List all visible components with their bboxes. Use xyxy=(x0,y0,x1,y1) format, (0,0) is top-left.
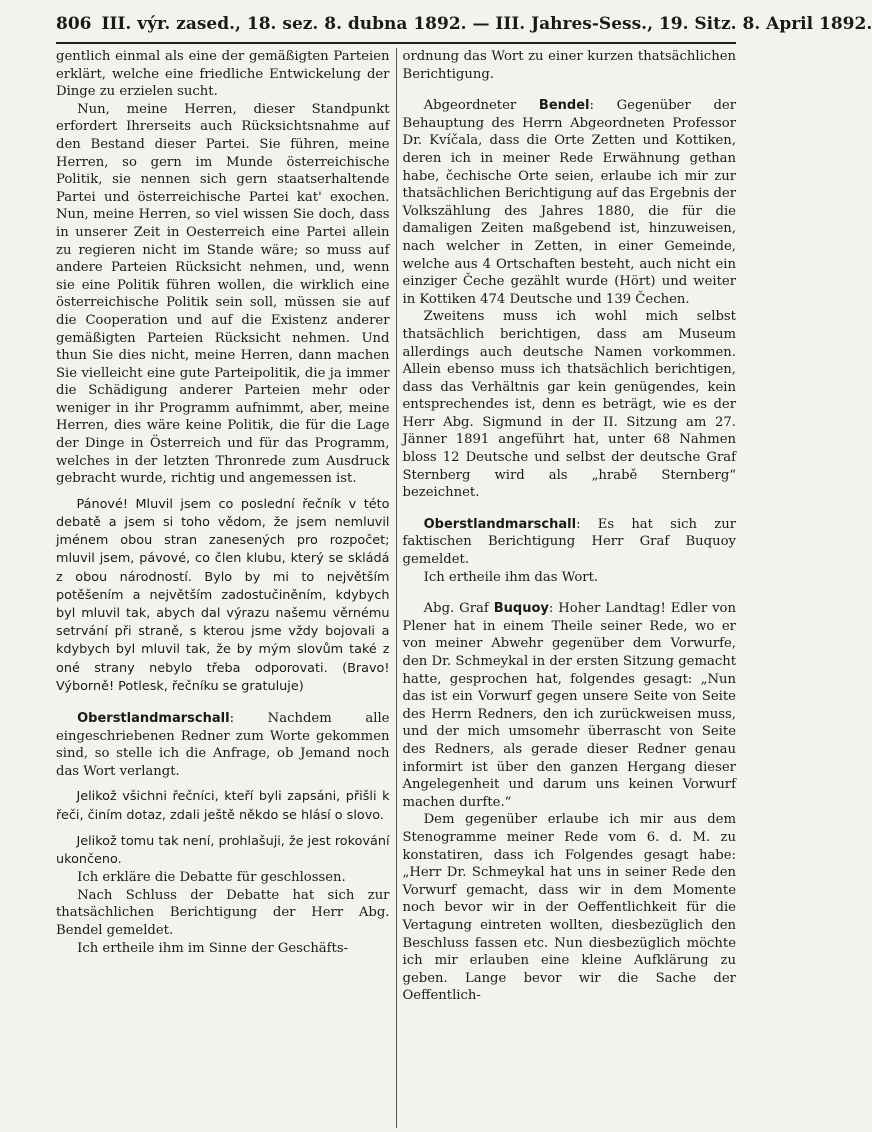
speaker-name: Oberstlandmarschall xyxy=(423,516,577,532)
left-column xyxy=(56,48,396,1128)
paragraph: Dem gegenüber erlaube ich mir aus dem Stenogramme meiner Rede vom 6. d. M. zu konstatiren, dass ich Folgendes gesagt habe: „Herr Dr. Schmeykal hat uns in seiner Rede den Vorwurf gemacht, dass wir in dem Momente noch bevor wir in der Oeffentlichkeit für die Vertagung eintreten wollten, diesbezüglich den Beschluss fassen etc. Nun diesbezüglich möchte ich mir erlauben eine kleine Aufklärung zu geben. Lange bevor wir die Sache der Oeffentlich- xyxy=(402,812,736,1004)
page-header xyxy=(56,14,872,44)
czech-paragraph: Jelikož tomu tak není, prohlašuji, že jest rokování ukončeno. xyxy=(56,833,390,868)
speaker-prefix: Abg. Graf xyxy=(423,601,494,617)
paragraph: Ich ertheile ihm im Sinne der Geschäfts- xyxy=(77,940,349,956)
speech-separator xyxy=(403,502,737,516)
continued-paragraph: ordnung das Wort zu einer kurzen thatsächlichen Berichtigung. xyxy=(402,49,736,82)
paragraph: Ich erkläre die Debatte für geschlossen. xyxy=(77,870,346,886)
text-columns xyxy=(56,48,736,1128)
czech-paragraph: Pánové! Mluvil jsem co poslední řečník v této debatě a jsem si toho vědom, že jsem nemluvil jménem obou stran zanesených pro rozpočet; mluvil jsem, pávové, co člen klubu, který se skládá z obou národností. Bylo by mi to největším potěšením a největším zadostučiněním, kdybych byl mluvil tak, abych dal výrazu našemu věrnému setrvání při straně, s kterou jsme vždy bojovali a kdybych byl mluvil tak, že by mým slovům také z oné strany nebylo třeba odporovati. (Bravo! Výborně! Potlesk, řečníku se gratuluje) xyxy=(56,496,390,694)
speaker-prefix: Abgeordneter xyxy=(423,98,539,114)
speech-paragraph xyxy=(403,600,737,811)
speaker-name: Oberstlandmarschall xyxy=(77,711,230,727)
speech-separator xyxy=(403,586,737,600)
speaker-name: Bendel xyxy=(538,98,590,114)
paragraph: Nach Schluss der Debatte hat sich zur thatsächlichen Berichtigung der Herr Abg. Bendel gemeldet. xyxy=(56,887,390,939)
czech-paragraph: Jelikož všichni řečníci, kteří byli zapsáni, přišli k řeči, činím dotaz, zdali ještě někdo se hlásí o slovo. xyxy=(56,789,390,823)
speech-paragraph xyxy=(403,516,737,569)
header-text: III. výr. zased., 18. sez. 8. dubna 1892. — III. Jahres-Sess., 19. Sitz. 8. April 1892. xyxy=(101,14,872,34)
speech-text: : Hoher Landtag! Edler von Plener hat in einem Theile seiner Rede, wo er von meiner Abwehr gegenüber dem Vorwurfe, den Dr. Schmeykal in der ersten Sitzung gemacht hatte, gesprochen hat, folgendes gesagt: „Nun das ist ein Vorwurf gegen unsere Seite von Seite des Herrn Redners, den ich zurückweisen muss, und der mich umsomehr überrascht von Seite des Redners, als gerade dieser Redner genau informirt ist über den ganzen Hergang dieser Angelegenheit und darum uns keinen Vorwurf machen durfte.“ xyxy=(402,601,736,810)
speech-text: : Nachdem alle eingeschriebenen Redner zum Worte gekommen sind, so stelle ich die Anfrage, ob Jemand noch das Wort verlangt. xyxy=(56,711,390,779)
speech-separator xyxy=(56,696,390,710)
speaker-name: Buquoy xyxy=(493,601,549,617)
continued-paragraph: gentlich einmal als eine der gemäßigten Parteien erklärt, welche eine friedliche Entwickelung der Dinge zu erzielen sucht. xyxy=(56,49,390,100)
paragraph: Zweitens muss ich wohl mich selbst thatsächlich berichtigen, dass am Museum allerdings auch deutsche Namen vorkommen. Allein ebenso muss ich thatsächlich berichtigen, dass das Verhältnis gar kein genügendes, kein entsprechendes ist, denn es beträgt, wie es der Herr Abg. Sigmund in der II. Sitzung am 27. Jänner 1891 angeführt hat, unter 68 Nahmen bloss 12 Deutsche und selbst der deutsche Graf Sternberg wird als „hrabě Sternberg“ bezeichnet. xyxy=(402,309,736,501)
page-number: 806 xyxy=(56,14,92,34)
speech-paragraph xyxy=(56,710,390,780)
speech-text: : Gegenüber der Behauptung des Herrn Abgeordneten Professor Dr. Kvíčala, dass die Orte Zetten und Kottiken, deren ich in meiner Rede Erwähnung gethan habe, čechische Orte seien, erlaube ich mir zur thatsächlichen Berichtigung auf das Ergebnis der Volkszählung des Jahres 1880, die für die damaligen Zeiten maßgebend ist, hinzuweisen, nach welcher in Zetten, in einer Gemeinde, welche aus 4 Ortschaften besteht, auch nicht ein einziger Čeche gezählt wurde (Hört) und weiter in Kottiken 474 Deutsche und 139 Čechen. xyxy=(402,98,737,307)
speech-separator xyxy=(403,83,737,97)
speech-paragraph xyxy=(403,97,737,308)
paragraph: Nun, meine Herren, dieser Standpunkt erfordert Ihrerseits auch Rücksichtsnahme auf den Bestand dieser Partei. Sie führen, meine Herren, so gern im Munde österreichische Politik, sie nennen sich gern staatserhaltende Partei und österreichische Partei kat' exochen. Nun, meine Herren, so viel wissen Sie doch, dass in unserer Zeit in Oesterreich eine Partei allein zu regieren nicht im Stande wäre; so muss auf andere Parteien Rücksicht nehmen, und, wenn sie eine Politik führen wollen, die wirklich eine österreichische Politik sein soll, müssen sie auf die Cooperation und auf die Existenz anderer gemäßigten Parteien Rücksicht nehmen. Und thun Sie dies nicht, meine Herren, dann machen Sie vielleicht eine gute Parteipolitik, die ja immer die Schädigung anderer Parteien mehr oder weniger in ihr Programm aufnimmt, aber, meine Herren, dies wäre keine Politik, die für die Lage der Dinge in Österreich und für das Programm, welches in der letzten Thronrede zum Ausdruck gebracht wurde, richtig und angemessen ist. xyxy=(56,101,390,487)
paragraph: Ich ertheile ihm das Wort. xyxy=(423,569,599,585)
right-column xyxy=(396,48,737,1128)
speech-text: : Es hat sich zur faktischen Berichtigung Herr Graf Buquoy gemeldet. xyxy=(402,516,736,568)
